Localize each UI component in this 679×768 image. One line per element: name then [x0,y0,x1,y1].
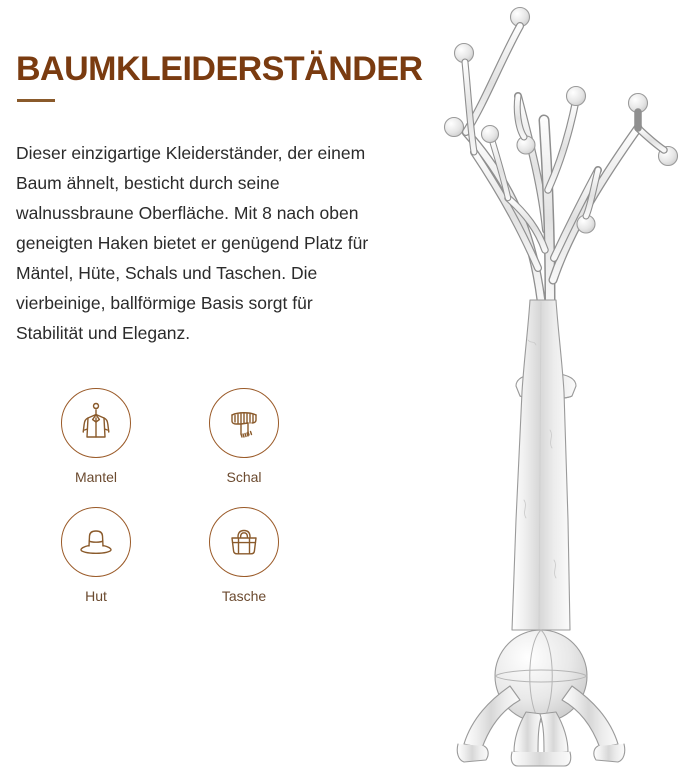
bag-icon [209,507,279,577]
tree-coat-rack-illustration [398,0,679,768]
hat-icon [61,507,131,577]
feature-row-1 [22,388,352,485]
feature-row-2 [22,507,352,604]
product-photo [398,0,679,768]
page-title: BAUMKLEIDERSTÄNDER [16,50,423,88]
product-description: Dieser einzigartige Kleiderständer, der einem Baum ähnelt, besticht durch seine walnussbraune Oberfläche. Mit 8 nach oben geneigten Haken bietet er genügend Platz für Mäntel, Hüte, Schals und Taschen. Die vierbeinige, ballförmige Basis sorgt für Stabilität und Eleganz. [16,143,369,343]
feature-label: Hut [85,588,107,604]
feature-item-schal [170,388,318,485]
feature-row-spacer [22,485,352,507]
coat-icon [61,388,131,458]
feature-item-tasche [170,507,318,604]
feature-item-mantel [22,388,170,485]
title-underline-divider [17,99,55,102]
scarf-icon [209,388,279,458]
feature-label: Tasche [221,588,267,604]
feature-label: Mantel [74,469,118,485]
feature-badge-grid [22,388,352,604]
feature-item-hut [22,507,170,604]
feature-label: Schal [226,469,262,485]
